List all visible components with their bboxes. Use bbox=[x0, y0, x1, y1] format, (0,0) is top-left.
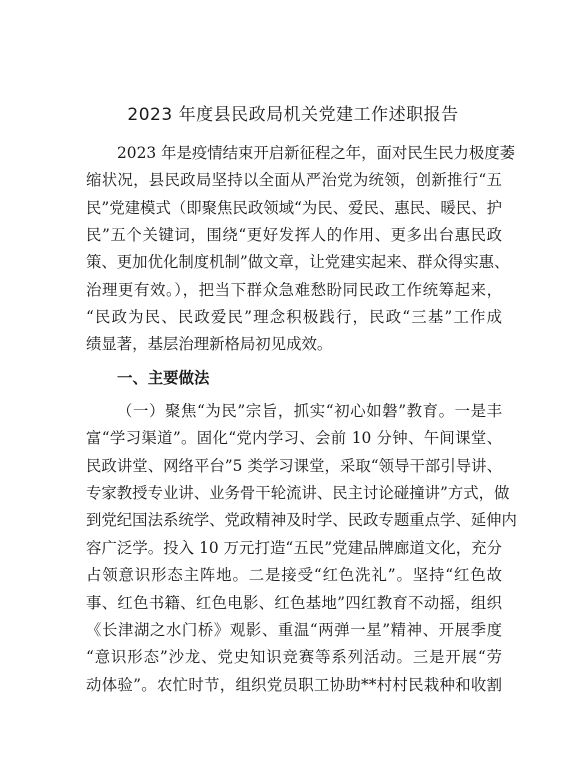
paragraph-line: 民”党建模式（即聚焦民政领域“为民、爱民、惠民、暖民、护 bbox=[86, 198, 502, 217]
paragraph-line: “民政为民、民政爱民”理念积极践行，民政“三基”工作成 bbox=[86, 308, 502, 327]
paragraph-line: 《长津湖之水门桥》观影、重温“两弹一星”精神、开展季度 bbox=[86, 620, 502, 639]
paragraph-line: 占领意识形态主阵地。二是接受“红色洗礼”。坚持“红色故 bbox=[86, 566, 502, 585]
paragraph-line: （一）聚焦“为民”宗旨，抓实“初心如磐”教育。一是丰 bbox=[117, 402, 502, 421]
paragraph-line: 治理更有效。），把当下群众急难愁盼同民政工作统筹起来， bbox=[86, 280, 502, 299]
paragraph-line: 民政讲堂、网络平台”5 类学习课堂，采取“领导干部引导讲、 bbox=[86, 456, 502, 475]
paragraph-line: 缩状况，县民政局坚持以全面从严治党为统领，创新推行“五 bbox=[86, 171, 502, 190]
paragraph-line: 2023 年是疫情结束开启新征程之年，面对民生民力极度萎 bbox=[117, 144, 516, 162]
paragraph-line: 富“学习渠道”。固化“党内学习、会前 10 分钟、午间课堂、 bbox=[86, 429, 502, 448]
paragraph-line: 动体验”。农忙时节，组织党员职工协助**村村民栽种和收割 bbox=[86, 675, 502, 694]
paragraph-line: 容广泛学。投入 10 万元打造“五民”党建品牌廊道文化，充分 bbox=[86, 538, 502, 557]
paragraph-line: 事、红色书籍、红色电影、红色基地”四红教育不动摇，组织 bbox=[86, 593, 502, 612]
document-title: 2023 年度县民政局机关党建工作述职报告 bbox=[127, 105, 459, 125]
paragraph-line: 策、更加优化制度机制”做文章，让党建实起来、群众得实惠、 bbox=[86, 253, 510, 272]
paragraph-line: 到党纪国法系统学、党政精神及时学、民政专题重点学、延伸内 bbox=[86, 511, 517, 530]
paragraph-line: 专家教授专业讲、业务骨干轮流讲、民主讨论碰撞讲”方式，做 bbox=[86, 484, 510, 503]
paragraph-line: 民”五个关键词，围绕“更好发挥人的作用、更多出台惠民政 bbox=[86, 226, 502, 245]
section-heading: 一、主要做法 bbox=[117, 368, 210, 387]
paragraph-line: “意识形态”沙龙、党史知识竞赛等系列活动。三是开展“劳 bbox=[86, 648, 502, 667]
paragraph-line: 绩显著，基层治理新格局初见成效。 bbox=[86, 335, 333, 354]
document-body bbox=[86, 140, 517, 699]
